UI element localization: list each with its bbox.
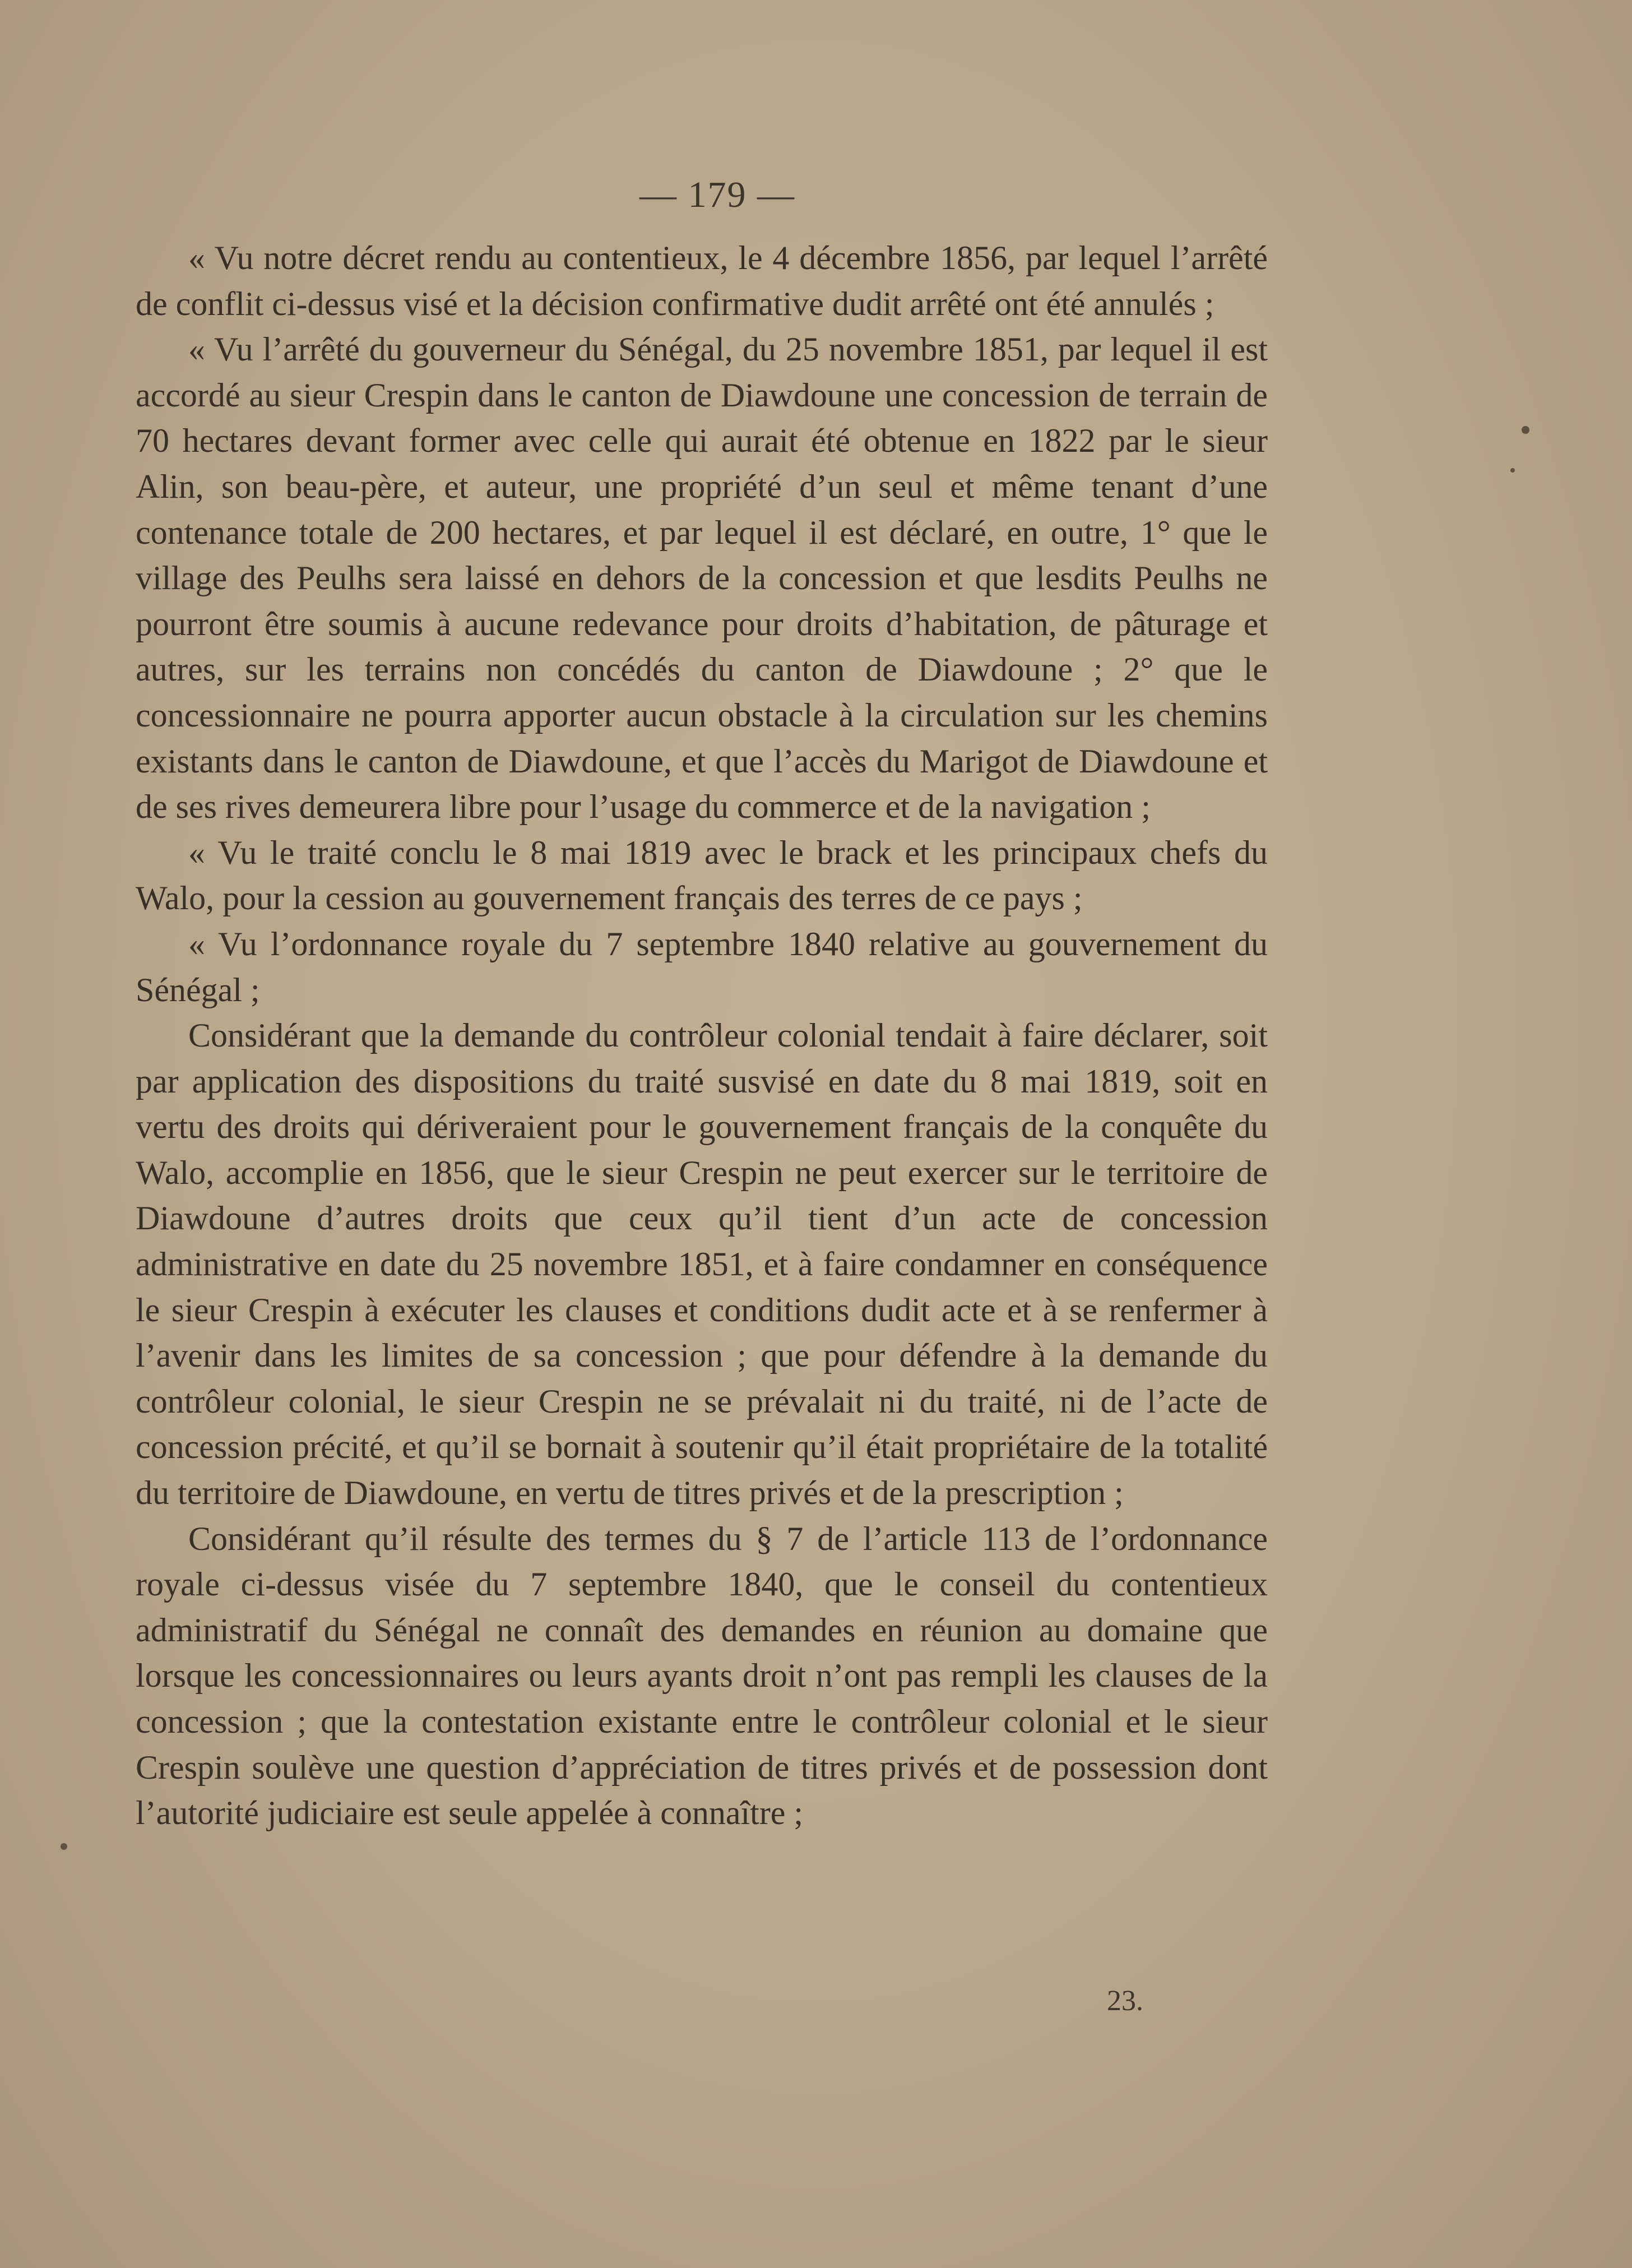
paragraph-considerant-article: Considérant qu’il résulte des termes du § 7 de l’article 113 de l’ordonnance royale ci-dessus visée du 7 septembre 1840, que le conseil du contentieux administratif du Sénégal ne connaît des demandes en réunion au domaine que lorsque les concessionnaires ou leurs ayants droit n’ont pas rempli les clauses de la concession ; que la contestation existante entre le contrôleur colonial et le sieur Crespin soulève une question d’appréciation de titres privés et de possession dont l’autorité judiciaire est seule appelée à connaître ; (136, 1520, 1268, 1832)
ink-spot (1522, 426, 1529, 434)
paragraph-ordonnance-1840: « Vu l’ordonnance royale du 7 septembre 1840 relative au gouvernement du Sénégal ; (136, 925, 1268, 1008)
signature-mark: 23. (1107, 1985, 1143, 2017)
paragraph-considerant-demande: Considérant que la demande du contrôleur colonial tendait à faire déclarer, soit par application des dispositions du traité susvisé en date du 8 mai 1819, soit en vertu des droits qui dériveraient pour le gouvernement français de la conquête du Walo, accomplie en 1856, que le sieur Crespin ne peut exercer sur le territoire de Diawdoune d’autres droits que ceux qu’il tient d’un acte de concession administrative en date du 25 novembre 1851, et à faire condamner en conséquence le sieur Crespin à exécuter les clauses et conditions dudit acte et à se renfermer à l’avenir dans les limites de sa concession ; que pour défendre à la demande du contrôleur colonial, le sieur Crespin ne se prévalait ni du traité, ni de l’acte de concession précité, et qu’il se bornait à soutenir qu’il était propriétaire de la totalité du territoire de Diawdoune, en vertu de titres privés et de la prescription ; (136, 1017, 1268, 1512)
paragraph-decret-contentieux: « Vu notre décret rendu au contentieux, le 4 décembre 1856, par lequel l’arrêté de conflit ci-dessus visé et la décision confirmative dudit arrêté ont été annulés ; (136, 239, 1268, 322)
ink-spot (61, 1843, 67, 1850)
paragraph-arrete-gouverneur: « Vu l’arrêté du gouverneur du Sénégal, du 25 novembre 1851, par lequel il est accordé au sieur Crespin dans le canton de Diawdoune une concession de terrain de 70 hectares devant former avec celle qui aurait été obtenue en 1822 par le sieur Alin, son beau-père, et auteur, une propriété d’un seul et même tenant d’une contenance totale de 200 hectares, et par lequel il est déclaré, en outre, 1° que le village des Peulhs sera laissé en dehors de la concession et que lesdits Peulhs ne pourront être soumis à aucune redevance pour droits d’habitation, de pâturage et autres, sur les terrains non concédés du canton de Diawdoune ; 2° que le concessionnaire ne pourra apporter aucun obstacle à la circulation sur les chemins existants dans le canton de Diawdoune, et que l’accès du Marigot de Diawdoune et de ses rives demeurera libre pour l’usage du commerce et de la navigation ; (136, 331, 1268, 826)
ink-spot (1510, 468, 1515, 473)
paragraph-traite-1819: « Vu le traité conclu le 8 mai 1819 avec le brack et les principaux chefs du Walo, pour la cession au gouvernement français des terres de ce pays ; (136, 834, 1268, 917)
page-number: — 179 — (639, 174, 795, 215)
body-text (136, 235, 1268, 1836)
